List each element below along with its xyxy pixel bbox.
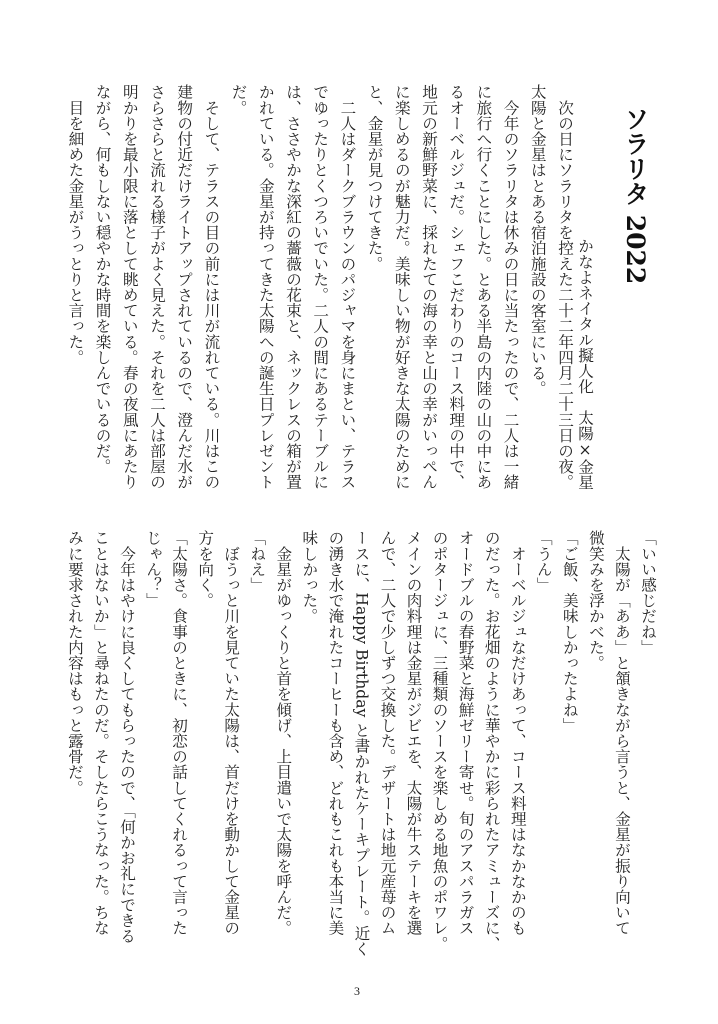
text-column: メインの肉料理は金星がジビエを、太陽が牛ステーキを選 (404, 530, 423, 936)
text-column: ながら、何もしない穏やかな時間を楽しんでいるのだ。 (93, 84, 112, 474)
text-column: さらさらと流れる様子がよく見えた。それを二人は部屋の (148, 84, 166, 490)
text-column: オードブルの春野菜と海鮮ゼリー寄せ。旬のアスパラガス (456, 530, 475, 936)
text-column: 今年のソラリタは休みの日に当たったので、二人は一緒 (501, 84, 520, 490)
text-column: オーベルジュなだけあって、コース料理はなかなかのも (508, 530, 527, 936)
text-column: 次の日にソラリタを控えた二十二年四月二十三日の夜。 (556, 84, 574, 490)
text-column: 「いい感じだね」 (639, 530, 657, 655)
text-column: ぼうっと川を見ていた太陽は、首だけを動かして金星の (222, 530, 241, 936)
text-column: 「ねえ」 (248, 530, 267, 593)
story-title: ソラリタ 2022 (621, 106, 650, 285)
text-column: るオーベルジュだ。シェフこだわりのコース料理の中で、 (447, 84, 466, 490)
text-column: 微笑みを浮かべた。 (586, 530, 605, 671)
text-column: 今年はやけに良くしてもらったので、「何かお礼にできる (118, 530, 136, 944)
text-column: んで、二人で少しずつ交換した。デザートは地元産苺のム (378, 530, 397, 936)
text-column: 味しかった。 (300, 530, 319, 624)
text-column: 二人はダークブラウンのパジャマを身にまとい、テラス (338, 84, 357, 490)
text-column: かれている。金星が持ってきた太陽への誕生日プレゼント (256, 84, 275, 490)
text-column: のだった。お花畑のように華やかに彩られたアミューズに、 (482, 530, 501, 952)
text-column: そして、テラスの目の前には川が流れている。川はこの (202, 84, 221, 490)
text-column: ことはないか」と尋ねたのだ。そしたらこうなった。ちな (91, 530, 110, 936)
text-column: じゃん？」 (144, 530, 163, 608)
text-column: だ。 (229, 84, 248, 116)
text-column: 太陽と金星はとある宿泊施設の客室にいる。 (528, 84, 547, 396)
text-column: 建物の付近だけライトアップされているので、澄んだ水が (175, 84, 194, 490)
text-column: 太陽が「ああ」と頷きながら言うと、金星が振り向いて (612, 530, 631, 936)
page-number: 3 (354, 984, 360, 998)
text-column: は、ささやかな深紅の薔薇の花束と、ネックレスの箱が置 (284, 84, 302, 490)
story-subtitle: かなよネイタル擬人化 太陽×金星 (576, 238, 594, 490)
text-column: に旅行へ行くことにした。とある半島の内陸の山の中にあ (474, 84, 493, 490)
text-column: と、金星が見つけてきた。 (365, 84, 384, 272)
text-column: のポタージュに、三種類のソースを楽しめる地魚のポワレ。 (430, 530, 449, 952)
text-column: 「うん」 (534, 530, 553, 593)
text-column: 金星がゆっくりと首を傾げ、上目遣いで太陽を呼んだ。 (274, 530, 293, 936)
text-column: 目を細めた金星がうっとりと言った。 (66, 84, 85, 365)
text-column: 「太陽さ。食事のときに、初恋の話してくれるって言った (170, 530, 189, 936)
text-column: ースに、Happy Birthday と書かれたケーキプレート。近く (352, 530, 371, 957)
text-column: 「ご飯、美味しかったよね」 (560, 530, 579, 733)
text-column: 明かりを最小限に落として眺めている。春の夜風にあたり (120, 84, 139, 490)
text-column: でゆったりとくつろいでいた。二人の間にあるテーブルに (311, 84, 330, 490)
text-column: 方を向く。 (196, 530, 215, 608)
text-column: に楽しめるのが魅力だ。美味しい物が好きな太陽のために (392, 84, 411, 490)
text-column: の湧き水で淹れたコーヒーも含め、どれもこれも本当に美 (326, 530, 345, 936)
text-column: みに要求された内容はもっと露骨だ。 (65, 530, 84, 796)
text-column: 地元の新鮮野菜に、採れたての海の幸と山の幸がいっぺん (420, 84, 438, 490)
